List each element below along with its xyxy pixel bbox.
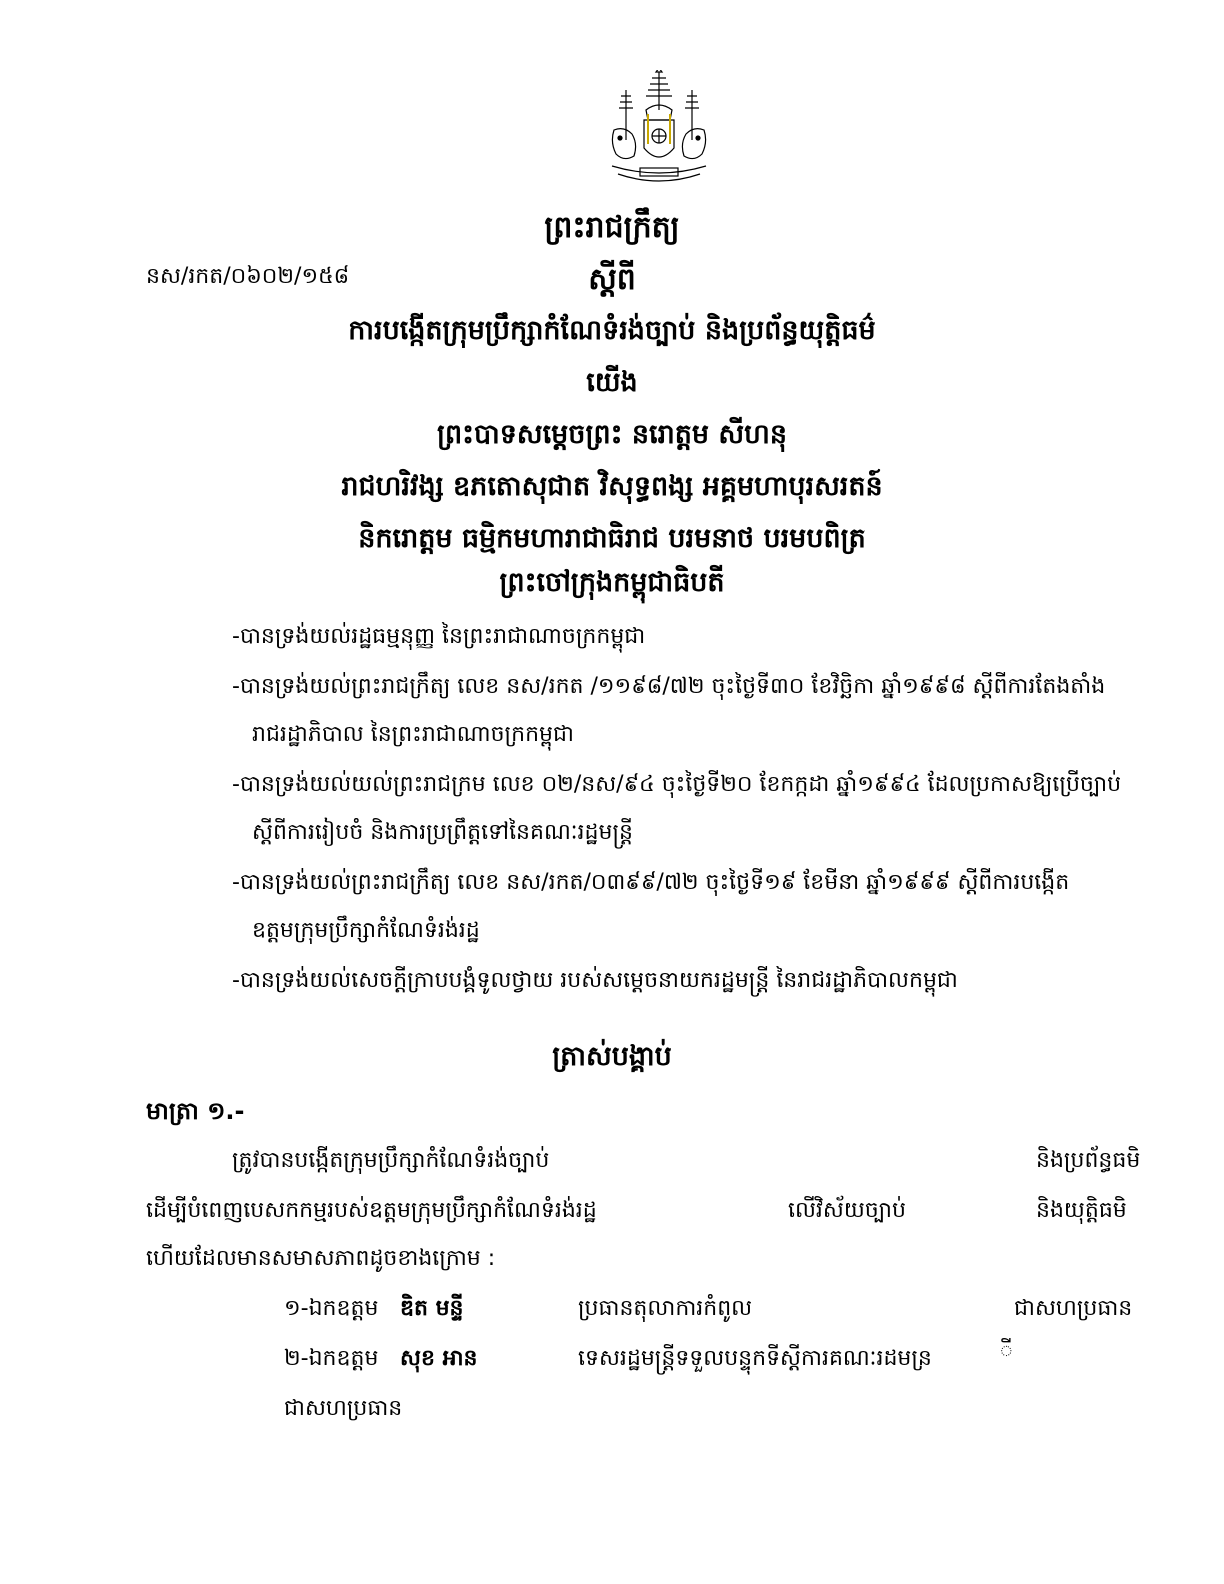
king-title-line-1: ព្រះបាទសម្តេចព្រះ នរោត្តម សីហនុ xyxy=(437,419,787,450)
king-title-line-3: និករោត្តម ធម្មិកមហារាជាធិរាជ បរមនាថ បរមបពិត្រ xyxy=(358,523,866,554)
king-title-line-4: ព្រះចៅក្រុងកម្ពុជាធិបតី xyxy=(499,567,725,598)
article-line-1: ត្រូវបានបង្កើតក្រុមប្រឹក្សាកំណែទំរង់ច្បាប់ xyxy=(232,1148,550,1173)
member-role: ជាសហប្រធាន xyxy=(284,1396,403,1421)
king-title-line-2: រាជហរិវង្ស ឧភតោសុជាត វិសុទ្ធពង្ស អគ្គមហាបុរសរតន៍ xyxy=(341,471,883,502)
member-number: ១-ឯកឧត្តម xyxy=(284,1296,379,1321)
decree-subject: ការបង្កើតក្រុមប្រឹក្សាកំណែទំរង់ច្បាប់ និងប្រព័ន្ធយុត្តិធម៌ xyxy=(348,315,876,346)
consideration-item: -បានទ្រង់យល់រដ្ឋធម្មនុញ្ញ នៃព្រះរាជាណាចក្រកម្ពុជា xyxy=(232,624,646,649)
consideration-continuation: ស្តីពីការរៀបចំ និងការប្រព្រឹត្តទៅនៃគណៈរដ្ឋមន្ត្រី xyxy=(252,820,633,845)
article-line-2: ដើម្បីបំពេញបេសកកម្មរបស់ឧត្តមក្រុមប្រឹក្សាកំណែទំរង់រដ្ឋ xyxy=(146,1198,597,1223)
royal-coat-of-arms-icon xyxy=(604,70,714,188)
subject-label: ស្តីពី xyxy=(588,262,636,297)
member-number: ២-ឯកឧត្តម xyxy=(284,1346,379,1371)
member-position-mark: ី xyxy=(1000,1340,1013,1365)
member-name: ឌិត មន្ទី xyxy=(400,1296,464,1321)
article-line-2-mid: លើវិស័យច្បាប់ xyxy=(788,1198,906,1223)
member-position: ទេសរដ្ឋមន្ត្រីទទួលបន្ទុកទីស្តីការគណៈរដមន្រ xyxy=(578,1346,932,1371)
we-heading: យើង xyxy=(586,367,638,398)
decree-title: ព្រះរាជក្រឹត្យ xyxy=(544,210,680,245)
member-role: ជាសហប្រធាន xyxy=(1014,1296,1133,1321)
consideration-item: -បានទ្រង់យល់ព្រះរាជក្រឹត្យ លេខ នស/រកត /១១៩៨/៧២ ចុះថ្ងៃទី៣០ ខែវិច្ឆិកា ឆ្នាំ១៩៩៨ ស្តីពីការតែងតាំង xyxy=(232,674,1106,699)
article-label: មាត្រា ១.- xyxy=(146,1097,245,1125)
article-line-1-end: និងប្រព័ន្ធធមិ xyxy=(1036,1148,1141,1173)
decree-heading: ត្រាស់បង្គាប់ xyxy=(552,1041,672,1072)
member-position: ប្រធានតុលាការកំពូល xyxy=(578,1296,753,1321)
reference-number: នស/រកត/០៦០២/១៥៨ xyxy=(146,264,350,289)
member-name: សុខ អាន xyxy=(400,1346,478,1371)
consideration-continuation: ឧត្តមក្រុមប្រឹក្សាកំណែទំរង់រដ្ឋ xyxy=(252,918,480,943)
consideration-continuation: រាជរដ្ឋាភិបាល នៃព្រះរាជាណាចក្រកម្ពុជា xyxy=(252,722,574,747)
consideration-item: -បានទ្រង់យល់ព្រះរាជក្រឹត្យ លេខ នស/រកត/០៣៩៩/៧២ ចុះថ្ងៃទី១៩ ខែមីនា ឆ្នាំ១៩៩៩ ស្តីពីការបង្កើត xyxy=(232,870,1070,895)
article-line-2-end: និងយុត្តិធមិ xyxy=(1036,1198,1127,1223)
consideration-item: -បានទ្រង់យល់សេចក្តីក្រាបបង្គំទូលថ្វាយ របស់សម្តេចនាយករដ្ឋមន្ត្រី នៃរាជរដ្ឋាភិបាលកម្ពុជា xyxy=(232,968,958,993)
consideration-item: -បានទ្រង់យល់យល់ព្រះរាជក្រម លេខ ០២/នស/៩៤ ចុះថ្ងៃទី២០ ខែកក្កដា ឆ្នាំ១៩៩៤ ដែលប្រកាសឱ្យប្រើច្បាប់ xyxy=(232,772,1122,797)
article-line-3: ហើយដែលមានសមាសភាពដូចខាងក្រោម : xyxy=(146,1246,496,1271)
